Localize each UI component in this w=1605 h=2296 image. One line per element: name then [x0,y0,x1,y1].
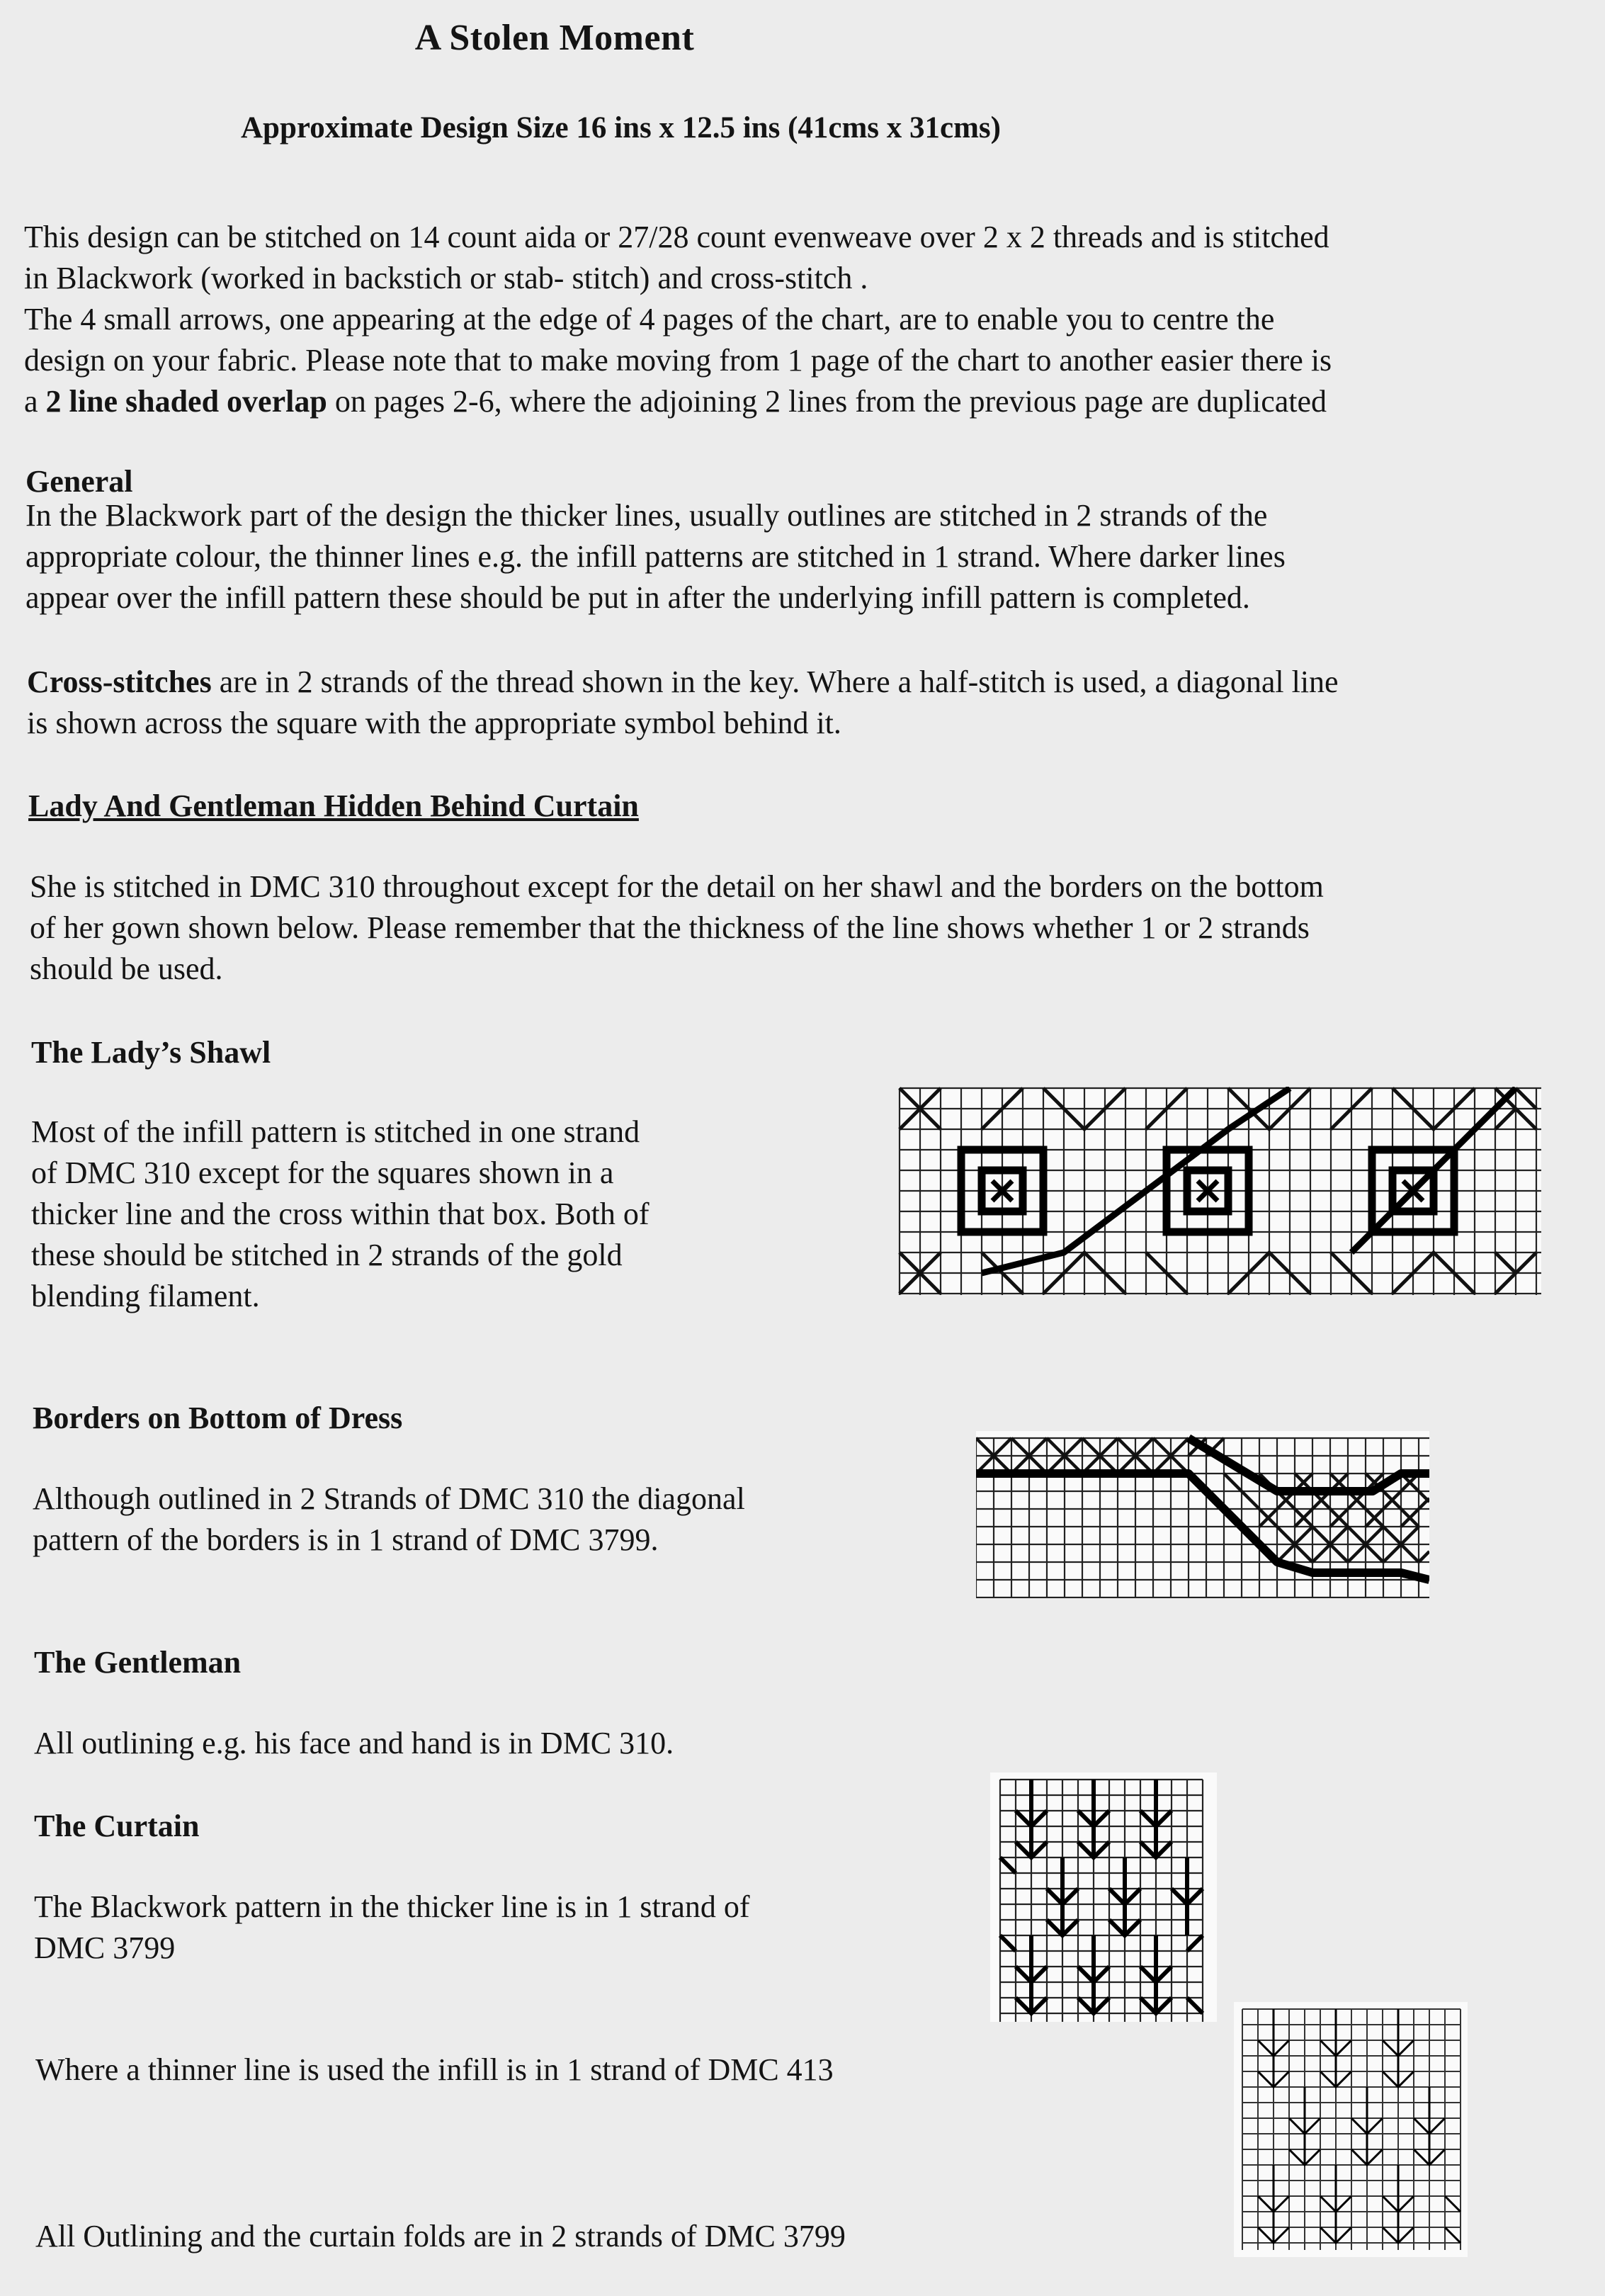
shawl-line-5: blending filament. [31,1279,260,1313]
curtain-paragraph [34,1887,750,1969]
shawl-line-1: Most of the infill pattern is stitched in one strand [31,1114,640,1149]
gentleman-heading: The Gentleman [34,1645,242,1680]
curtain-thick-pattern-chart [990,1772,1217,2022]
curtain-line-2: DMC 3799 [34,1930,176,1965]
cross-line-2: is shown across the square with the appropriate symbol behind it. [27,706,841,740]
general-paragraph [25,495,1286,618]
cross-stitch-paragraph [27,662,1339,744]
intro-line-5 [24,381,1332,422]
shawl-line-2: of DMC 310 except for the squares shown in a [31,1155,614,1190]
borders-paragraph [33,1478,745,1561]
design-size-subtitle: Approximate Design Size 16 ins x 12.5 ins (41cms x 31cms) [241,111,1001,145]
general-line-1: In the Blackwork part of the design the thicker lines, usually outlines are stitched in 2 strands of the [25,498,1268,533]
lady-line-3: should be used. [30,951,223,986]
lady-line-1: She is stitched in DMC 310 throughout except for the detail on her shawl and the borders on the bottom [30,869,1324,904]
border-pattern-chart [976,1431,1429,1598]
lady-paragraph [30,866,1324,990]
page-title [0,17,1605,59]
shawl-heading: The Lady’s Shawl [31,1035,271,1070]
intro-line-5-post: on pages 2-6, where the adjoining 2 lines from the previous page are duplicated [327,384,1327,419]
intro-line-4: design on your fabric. Please note that to make moving from 1 page of the chart to another easier there is [24,343,1332,378]
general-heading: General [25,464,133,499]
curtain-line-1: The Blackwork pattern in the thicker line is in 1 strand of [34,1889,750,1924]
shawl-line-4: these should be stitched in 2 strands of the gold [31,1238,623,1272]
general-line-3: appear over the infill pattern these should be put in after the underlying infill pattern is completed. [25,580,1250,615]
intro-paragraph [24,217,1332,422]
borders-line-2: pattern of the borders is in 1 strand of DMC 3799. [33,1522,659,1557]
lady-line-2: of her gown shown below. Please remember that the thickness of the line shows whether 1 or 2 strands [30,910,1310,945]
cross-stitches-term: Cross-stitches [27,665,212,699]
borders-line-1: Although outlined in 2 Strands of DMC 310 the diagonal [33,1481,745,1516]
cross-line-1-rest: are in 2 strands of the thread shown in the key. Where a half-stitch is used, a diagonal line [211,665,1339,699]
curtain-heading: The Curtain [34,1809,200,1843]
shawl-line-3: thicker line and the cross within that box. Both of [31,1197,650,1231]
curtain-outlining-line: All Outlining and the curtain folds are in 2 strands of DMC 3799 [35,2219,846,2253]
intro-line-2: in Blackwork (worked in backstich or stab- stitch) and cross-stitch . [24,261,868,295]
curtain-thin-pattern-chart [1234,2002,1468,2257]
intro-line-3: The 4 small arrows, one appearing at the edge of 4 pages of the chart, are to enable you to centre the [24,302,1275,337]
intro-line-5-pre: a [24,384,46,419]
general-line-2: appropriate colour, the thinner lines e.g. the infill patterns are stitched in 1 strand. Where darker lines [25,539,1286,574]
title-text: A Stolen Moment [414,18,695,58]
curtain-thinner-line: Where a thinner line is used the infill is in 1 strand of DMC 413 [35,2052,834,2087]
lady-gentleman-heading: Lady And Gentleman Hidden Behind Curtain [28,788,639,823]
shawl-pattern-chart [898,1087,1543,1296]
borders-heading: Borders on Bottom of Dress [33,1401,403,1435]
gentleman-line-1: All outlining e.g. his face and hand is in DMC 310. [34,1726,674,1760]
overlap-emphasis: 2 line shaded overlap [45,384,327,419]
cross-line-1 [27,662,1339,703]
intro-line-1: This design can be stitched on 14 count aida or 27/28 count evenweave over 2 x 2 threads and is stitched [24,220,1329,254]
shawl-paragraph [31,1112,650,1317]
